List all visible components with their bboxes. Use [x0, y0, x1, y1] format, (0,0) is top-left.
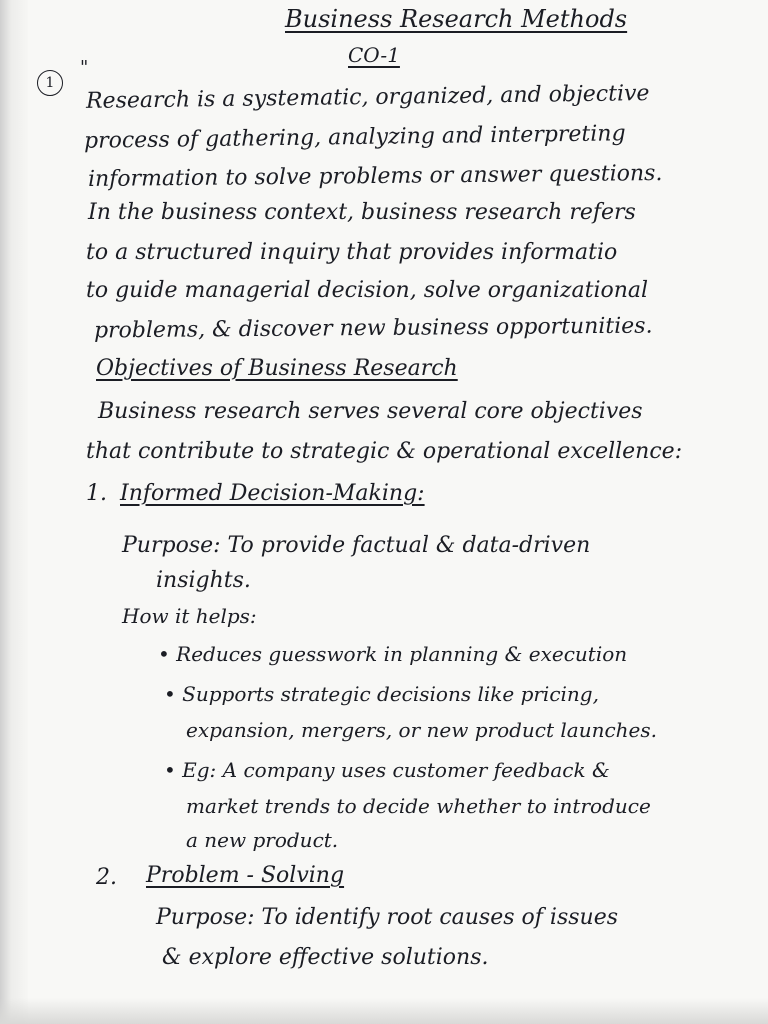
- point-2-purpose-line: & explore effective solutions.: [162, 945, 489, 970]
- page-title: Business Research Methods: [285, 5, 628, 33]
- bullet-line: • Supports strategic decisions like pricing,: [164, 682, 599, 706]
- quote-mark: ": [80, 57, 89, 78]
- definition-line: problems, & discover new business opportunities.: [93, 313, 653, 344]
- definition-line: process of gathering, analyzing and interpreting: [83, 121, 626, 154]
- point-2-heading: Problem - Solving: [146, 863, 345, 888]
- point-1-heading: Informed Decision-Making:: [120, 481, 425, 506]
- bullet-line: a new product.: [186, 828, 339, 852]
- objectives-intro-line: Business research serves several core objectives: [98, 399, 643, 424]
- bullet-line: • Eg: A company uses customer feedback &: [164, 758, 610, 782]
- objectives-heading: Objectives of Business Research: [96, 356, 458, 381]
- definition-line: to a structured inquiry that provides informatio: [86, 240, 618, 265]
- bullet-line: market trends to decide whether to introduce: [186, 794, 651, 818]
- bullet-line: • Reduces guesswork in planning & execution: [158, 642, 628, 666]
- definition-line: information to solve problems or answer questions.: [87, 160, 663, 193]
- page-subtitle: CO-1: [348, 43, 400, 67]
- point-2-purpose-line: Purpose: To identify root causes of issues: [156, 905, 618, 930]
- point-1-purpose-line: insights.: [156, 568, 251, 593]
- how-it-helps-label: How it helps:: [122, 604, 257, 628]
- point-1-purpose-line: Purpose: To provide factual & data-driven: [122, 533, 591, 558]
- page-binding-edge: [0, 0, 28, 1024]
- objectives-intro-line: that contribute to strategic & operational excellence:: [86, 439, 683, 464]
- definition-line: to guide managerial decision, solve organizational: [86, 278, 649, 303]
- point-1-number: 1.: [86, 481, 107, 506]
- definition-line: In the business context, business research refers: [88, 200, 636, 225]
- question-number: 1: [37, 70, 63, 96]
- point-2-number: 2.: [96, 865, 117, 890]
- bullet-line: expansion, mergers, or new product launches.: [186, 718, 658, 742]
- definition-line: Research is a systematic, organized, and objective: [85, 81, 650, 114]
- page-bottom-shadow: [0, 998, 768, 1024]
